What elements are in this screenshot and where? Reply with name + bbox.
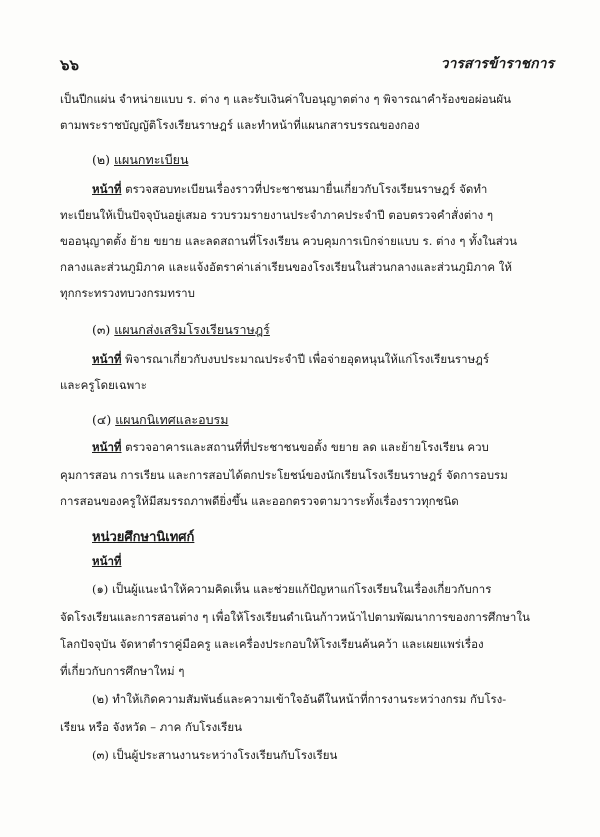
text-line: ที่เกี่ยวกับการศึกษาใหม่ ๆ	[60, 664, 185, 678]
text-line: ทุกกระทรวงทบวงกรมทราบ	[60, 286, 195, 300]
text-line: ทะเบียนให้เป็นปัจจุบันอยู่เสมอ รวบรวมรายงานประจำภาคประจำปี ตอบตรวจคำสั่งต่าง ๆ	[60, 208, 494, 222]
text-line: กลางและส่วนภูมิภาค และแจ้งอัตราค่าเล่าเรียนของโรงเรียนในส่วนกลางและส่วนภูมิภาค ให้	[60, 260, 512, 274]
text-line	[92, 182, 487, 196]
item-number: (๒)	[92, 692, 109, 706]
text-line: และครูโดยเฉพาะ	[60, 378, 147, 392]
text-line	[92, 440, 489, 454]
section-number: (๒)	[92, 152, 110, 167]
section-title: แผนกนิเทศและอบรม	[115, 412, 229, 427]
duty-text: ตรวจอาคารและสถานที่ที่ประชาชนขอตั้ง ขยาย ลด และย้ายโรงเรียน ควบ	[125, 440, 489, 454]
section-title: แผนกส่งเสริมโรงเรียนราษฎร์	[114, 322, 270, 337]
page-number: ๖๖	[60, 56, 80, 74]
text-line: ขออนุญาตตั้ง ย้าย ขยาย และลดสถานที่โรงเรียน ควบคุมการเบิกจ่ายแบบ ร. ต่าง ๆ ทั้งในส่วน	[60, 234, 518, 248]
section-title: แผนกทะเบียน	[113, 152, 189, 167]
text-line: โลกปัจจุบัน จัดหาตำราคู่มือครู และเครื่องประกอบให้โรงเรียนค้นคว้า และเผยแพร่เรื่อง	[60, 637, 484, 651]
section-heading	[92, 150, 189, 170]
journal-title: วารสารข้าราชการ	[440, 56, 554, 72]
text-line: การสอนของครูให้มีสมรรถภาพดียิ่งขึ้น และออกตรวจตามวาระทั้งเรื่องราวทุกชนิด	[60, 494, 459, 508]
item-text: เป็นผู้ประสานงานระหว่างโรงเรียนกับโรงเรียน	[112, 748, 338, 762]
item-number: (๓)	[92, 748, 109, 762]
list-item-line	[92, 692, 506, 706]
text-line: จัดโรงเรียนและการสอนต่าง ๆ เพื่อให้โรงเรียนดำเนินก้าวหน้าไปตามพัฒนาการของการศึกษาใน	[60, 610, 530, 624]
duty-label: หน้าที่	[92, 352, 122, 366]
item-number: (๑)	[92, 582, 109, 596]
section-heading	[92, 410, 229, 430]
duty-label: หน้าที่	[92, 554, 122, 568]
section-heading	[92, 320, 270, 340]
unit-heading: หน่วยศึกษานิเทศก์	[92, 530, 195, 545]
duty-text: พิจารณาเกี่ยวกับงบประมาณประจำปี เพื่อจ่ายอุดหนุนให้แก่โรงเรียนราษฎร์	[125, 352, 490, 366]
duty-text: ตรวจสอบทะเบียนเรื่องราวที่ประชาชนมายื่นเกี่ยวกับโรงเรียนราษฎร์ จัดทำ	[125, 182, 488, 196]
duty-label: หน้าที่	[92, 440, 122, 454]
section-number: (๓)	[92, 322, 111, 337]
text-line: เป็นปีกแผ่น จำหน่ายแบบ ร. ต่าง ๆ และรับเงินค่าใบอนุญาตต่าง ๆ พิจารณาคำร้องขอผ่อนผัน	[60, 92, 511, 106]
list-item-line	[92, 748, 337, 762]
text-line	[92, 352, 489, 366]
section-number: (๔)	[92, 412, 112, 427]
item-text: ทำให้เกิดความสัมพันธ์และความเข้าใจอันดีในหน้าที่การงานระหว่างกรม กับโรง-	[112, 692, 507, 706]
text-line: คุมการสอน การเรียน และการสอบได้ตกประโยชน์ของนักเรียนโรงเรียนราษฎร์ จัดการอบรม	[60, 468, 508, 482]
duty-label: หน้าที่	[92, 182, 122, 196]
text-line: เรียน หรือ จังหวัด – ภาค กับโรงเรียน	[60, 720, 242, 734]
item-text: เป็นผู้แนะนำให้ความคิดเห็น และช่วยแก้ปัญหาแก่โรงเรียนในเรื่องเกี่ยวกับการ	[111, 582, 492, 596]
text-line: ตามพระราชบัญญัติโรงเรียนราษฎร์ และทำหน้าที่แผนกสารบรรณของกอง	[60, 118, 420, 132]
list-item-line	[92, 582, 491, 596]
